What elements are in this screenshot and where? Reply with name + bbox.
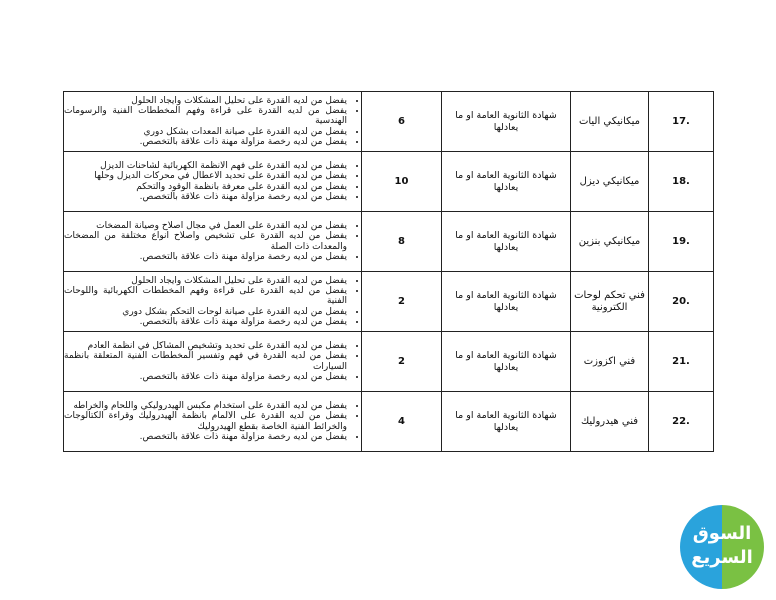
jobs-table: [63, 91, 714, 452]
row-number: .21: [649, 332, 714, 392]
requirements-list: [64, 401, 361, 442]
requirements-cell: [64, 92, 362, 152]
vacancy-count: 4: [362, 392, 442, 452]
requirement-item: • يفضل من لديه القدرة على تحديد الاعطال في محركات الديزل وحلها: [64, 171, 347, 181]
requirement-item: • يفضل من لديه القدرة على الالمام بانظمة الهيدروليك وقراءة الكتالوجات والخرائط الفنية الخاصة بقطع الهيدروليك: [64, 411, 347, 432]
requirements-cell: [64, 272, 362, 332]
table-row: [64, 272, 714, 332]
qualification: شهادة الثانوية العامة او ما يعادلها: [442, 92, 571, 152]
requirement-item: • يفضل من لديه رخصة مزاولة مهنة ذات علاقة بالتخصص.: [64, 432, 347, 442]
requirement-item: • يفضل من لديه القدرة على تشخيص واصلاح انواع مختلفة من المضخات والمعدات ذات الصلة: [64, 231, 347, 252]
requirement-item: • يفضل من لديه القدرة على قراءة وفهم المخططات الكهربائية واللوحات الفنية: [64, 286, 347, 307]
qualification: شهادة الثانوية العامة او ما يعادلها: [442, 272, 571, 332]
requirement-item: • يفضل من لديه القدرة على قراءة وفهم المخططات الفنية والرسومات الهندسية: [64, 106, 347, 127]
requirement-item: • يفضل من لديه القدرة على تحليل المشكلات وايجاد الحلول: [64, 276, 347, 286]
requirement-item: • يفضل من لديه القدرة في فهم وتفسير المخططات الفنية المتعلقة بانظمة السيارات: [64, 351, 347, 372]
row-number: .20: [649, 272, 714, 332]
job-title: ميكانيكي اليات: [571, 92, 649, 152]
job-title: فني اكزوزت: [571, 332, 649, 392]
job-title: فني هيدروليك: [571, 392, 649, 452]
requirements-cell: [64, 392, 362, 452]
requirement-item: • يفضل من لديه رخصة مزاولة مهنة ذات علاقة بالتخصص.: [64, 192, 347, 202]
qualification: شهادة الثانوية العامة او ما يعادلها: [442, 332, 571, 392]
vacancy-count: 6: [362, 92, 442, 152]
vacancy-count: 2: [362, 272, 442, 332]
requirements-list: [64, 161, 361, 202]
requirement-item: • يفضل من لديه رخصة مزاولة مهنة ذات علاقة بالتخصص.: [64, 372, 347, 382]
table-row: [64, 212, 714, 272]
requirement-item: • يفضل من لديه القدرة على صيانة المعدات بشكل دوري: [64, 127, 347, 137]
requirements-cell: [64, 152, 362, 212]
table-row: [64, 92, 714, 152]
requirement-item: • يفضل من لديه القدرة على استخدام مكبس الهيدروليكي واللحام والخراطه: [64, 401, 347, 411]
qualification: شهادة الثانوية العامة او ما يعادلها: [442, 392, 571, 452]
logo-text-line2: السريع: [691, 547, 753, 568]
requirement-item: • يفضل من لديه القدرة على صيانة لوحات التحكم بشكل دوري: [64, 307, 347, 317]
row-number: .17: [649, 92, 714, 152]
requirement-item: • يفضل من لديه رخصة مزاولة مهنة ذات علاقة بالتخصص.: [64, 137, 347, 147]
vacancy-count: 10: [362, 152, 442, 212]
job-title: ميكانيكي بنزين: [571, 212, 649, 272]
table-row: [64, 152, 714, 212]
requirement-item: • يفضل من لديه رخصة مزاولة مهنة ذات علاقة بالتخصص.: [64, 252, 347, 262]
requirement-item: • يفضل من لديه القدرة على معرفة بانظمة الوقود والتحكم: [64, 182, 347, 192]
requirement-item: • يفضل من لديه القدرة على العمل في مجال اصلاح وصيانة المضخات: [64, 221, 347, 231]
logo-text-line1: السوق: [692, 523, 752, 544]
job-title: ميكانيكي ديزل: [571, 152, 649, 212]
row-number: .22: [649, 392, 714, 452]
requirement-item: • يفضل من لديه القدرة على تحليل المشكلات وايجاد الحلول: [64, 96, 347, 106]
jobs-table-body: [64, 92, 714, 452]
vacancy-count: 8: [362, 212, 442, 272]
requirements-cell: [64, 332, 362, 392]
vacancy-count: 2: [362, 332, 442, 392]
requirements-list: [64, 276, 361, 327]
row-number: .19: [649, 212, 714, 272]
row-number: .18: [649, 152, 714, 212]
table-row: [64, 332, 714, 392]
requirements-cell: [64, 212, 362, 272]
requirement-item: • يفضل من لديه القدرة على فهم الانظمة الكهربائية لشاحنات الديزل: [64, 161, 347, 171]
requirements-list: [64, 341, 361, 382]
job-title: فني تحكم لوحات الكترونية: [571, 272, 649, 332]
requirements-list: [64, 96, 361, 147]
table-row: [64, 392, 714, 452]
requirements-list: [64, 221, 361, 262]
requirement-item: • يفضل من لديه رخصة مزاولة مهنة ذات علاقة بالتخصص.: [64, 317, 347, 327]
qualification: شهادة الثانوية العامة او ما يعادلها: [442, 212, 571, 272]
qualification: شهادة الثانوية العامة او ما يعادلها: [442, 152, 571, 212]
requirement-item: • يفضل من لديه القدرة على تحديد وتشخيص المشاكل في انظمة العادم: [64, 341, 347, 351]
souq-alsarea-logo: [680, 505, 764, 589]
